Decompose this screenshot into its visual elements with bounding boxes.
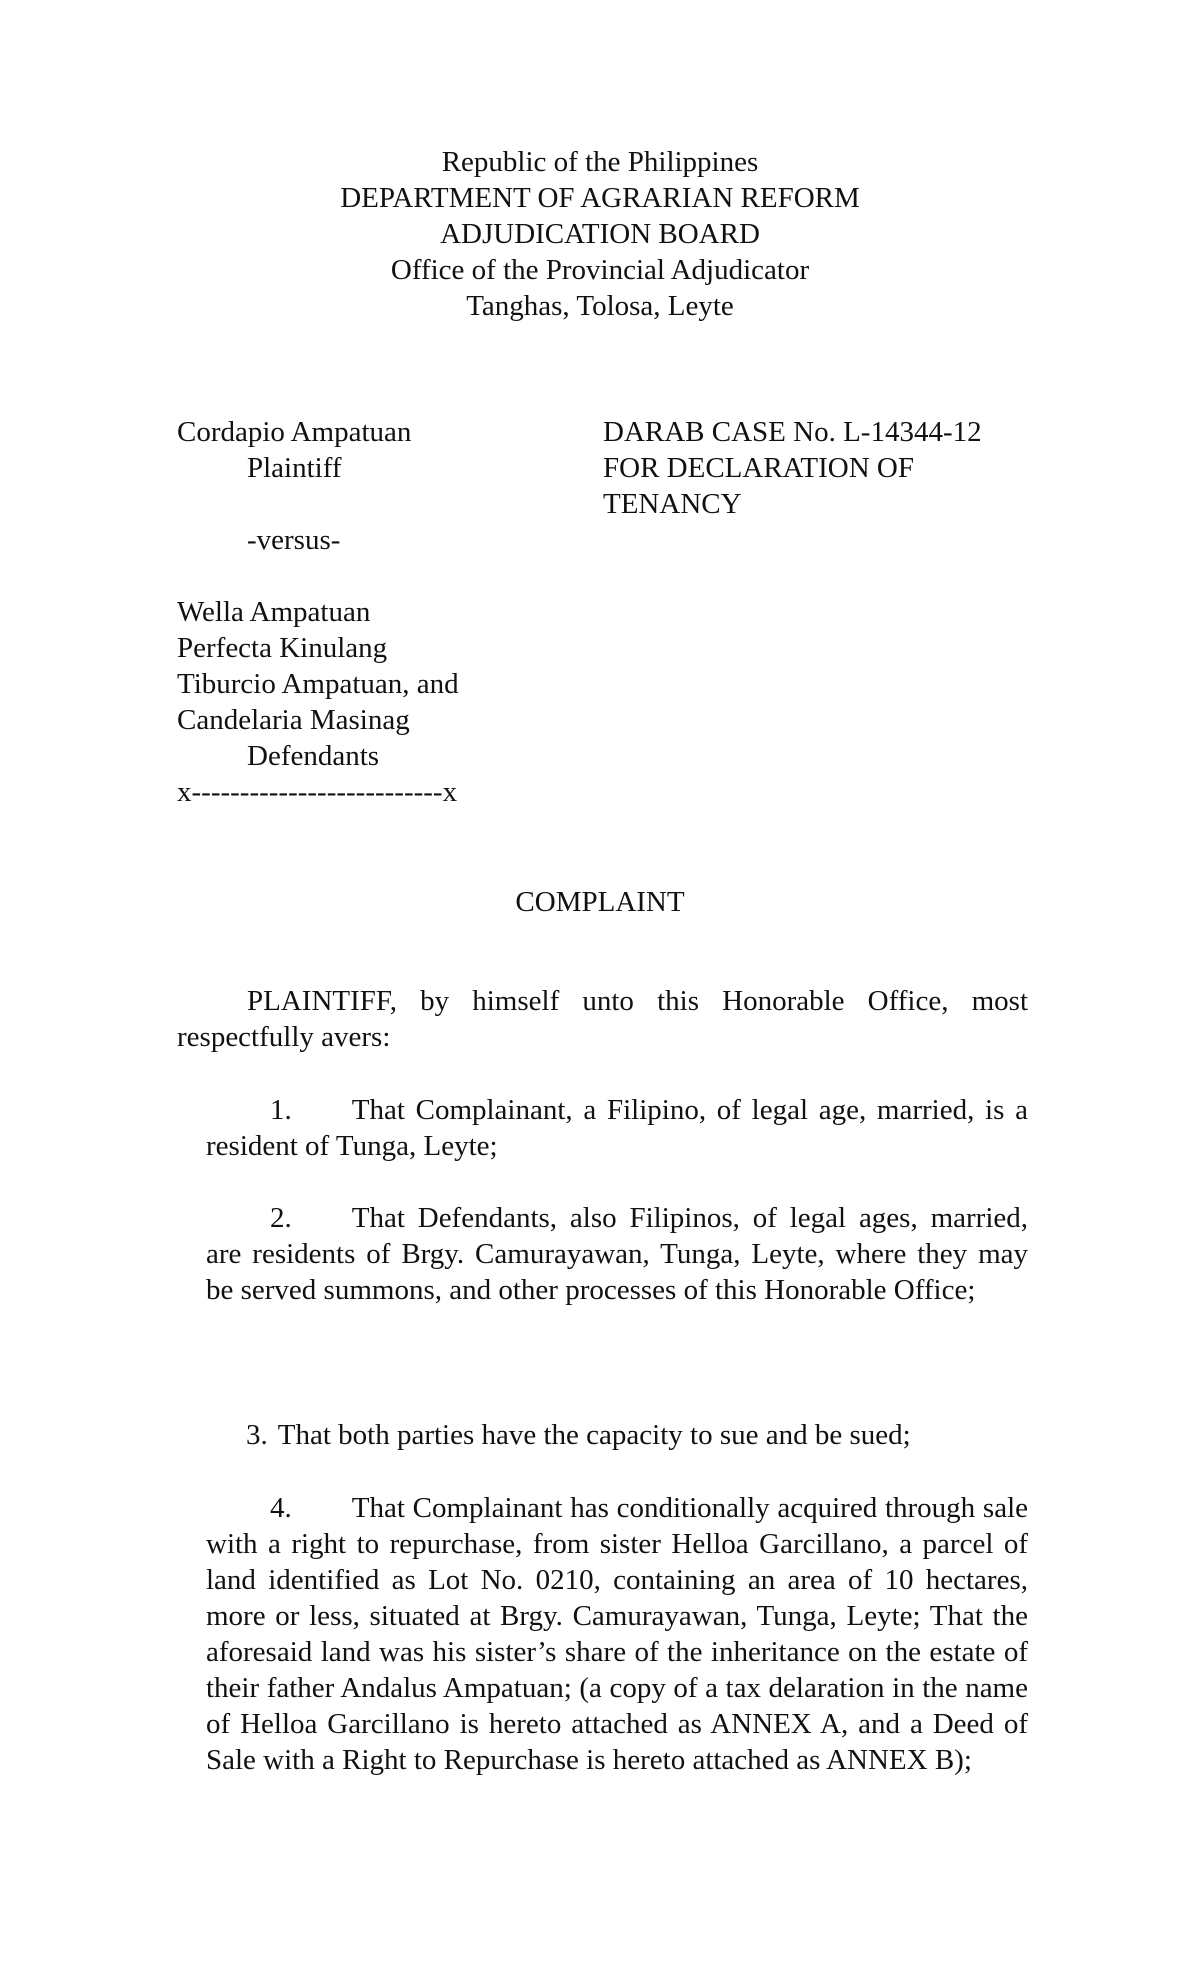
- case-nature-line1: FOR DECLARATION OF: [603, 452, 914, 484]
- case-number: DARAB CASE No. L-14344-12: [603, 416, 982, 448]
- defendant-name: Wella Ampatuan: [177, 596, 371, 628]
- defendant-name: Perfecta Kinulang: [177, 632, 388, 664]
- paragraph-number: 3.: [246, 1419, 268, 1451]
- paragraph-text: That both parties have the capacity to sue and be sued;: [277, 1419, 911, 1451]
- paragraph-text: That Defendants, also Filipinos, of legal ages, married, are residents of Brgy. Camurayawan, Tunga, Leyte, where they may be served summons, and other processes of this Honorable Office;: [206, 1202, 1028, 1306]
- paragraph-text: That Complainant has conditionally acquired through sale with a right to repurchase, from sister Helloa Garcillano, a parcel of land identified as Lot No. 0210, containing an area of 10 hectares, more or less, situated at Brgy. Camurayawan, Tunga, Leyte; That the aforesaid land was his sister’s share of the inheritance on the estate of their father Andalus Ampatuan; (a copy of a tax delaration in the name of Helloa Garcillano is hereto attached as ANNEX A, and a Deed of Sale with a Right to Repurchase is hereto attached as ANNEX B);: [206, 1492, 1028, 1776]
- header-department: DEPARTMENT OF AGRARIAN REFORM: [340, 182, 860, 214]
- defendant-name: Tiburcio Ampatuan, and: [177, 668, 459, 700]
- paragraph-number: 1.: [270, 1094, 292, 1126]
- case-nature-line2: TENANCY: [603, 488, 742, 520]
- numbered-paragraph: [206, 1092, 1028, 1164]
- paragraph-number: 4.: [270, 1492, 292, 1524]
- header-office: Office of the Provincial Adjudicator: [390, 254, 810, 286]
- header-address: Tanghas, Tolosa, Leyte: [466, 290, 734, 322]
- intro-paragraph: PLAINTIFF, by himself unto this Honorable Office, most respectfully avers:: [177, 985, 1028, 1053]
- numbered-paragraph: [246, 1417, 1028, 1453]
- header-board: ADJUDICATION BOARD: [440, 218, 760, 250]
- defendant-name: Candelaria Masinag: [177, 704, 410, 736]
- paragraph-text: That Complainant, a Filipino, of legal age, married, is a resident of Tunga, Leyte;: [206, 1094, 1028, 1162]
- versus-label: -versus-: [247, 524, 341, 556]
- defendants-label: Defendants: [247, 740, 380, 772]
- spacer: [177, 558, 597, 594]
- case-caption-details: [603, 414, 1043, 522]
- case-caption-parties: [177, 414, 597, 810]
- plaintiff-name: Cordapio Ampatuan: [177, 416, 412, 448]
- caption-separator: x--------------------------x: [177, 776, 458, 808]
- document-title: COMPLAINT: [515, 886, 685, 918]
- plaintiff-label: Plaintiff: [247, 452, 342, 484]
- document-header: [0, 144, 1200, 324]
- numbered-paragraph: [206, 1490, 1028, 1778]
- paragraph-number: 2.: [270, 1202, 292, 1234]
- numbered-paragraph: [206, 1200, 1028, 1308]
- spacer: [177, 486, 597, 522]
- header-republic: Republic of the Philippines: [441, 146, 759, 178]
